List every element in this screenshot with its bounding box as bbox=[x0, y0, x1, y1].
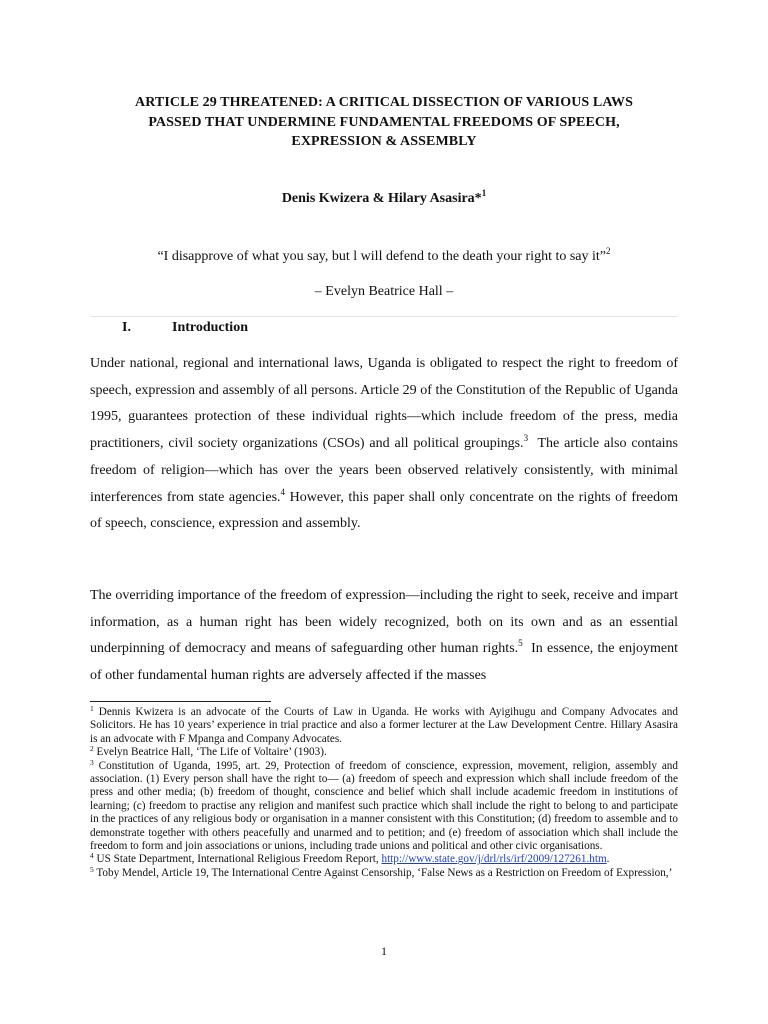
footnote-text-end: . bbox=[606, 853, 610, 866]
quote-footnote-ref[interactable]: 2 bbox=[606, 246, 611, 256]
footnote-2 bbox=[90, 746, 678, 759]
title-line-1: ARTICLE 29 THREATENED: A CRITICAL DISSECTION OF VARIOUS LAWS bbox=[135, 95, 633, 110]
footnote-text: Evelyn Beatrice Hall, ‘The Life of Voltaire’ (1903). bbox=[93, 746, 327, 759]
authors-line bbox=[90, 190, 678, 208]
state-department-report-link[interactable]: http://www.state.gov/j/drl/rls/irf/2009/127261.htm bbox=[381, 853, 607, 866]
paragraph-1-part-3: However, this paper shall only concentrate on the rights of freedom of speech, conscience, expression and assembly. bbox=[90, 489, 678, 532]
divider-line bbox=[90, 316, 678, 317]
authors-names: Denis Kwizera & Hilary Asasira* bbox=[281, 191, 482, 206]
footnote-ref-3[interactable]: 3 bbox=[523, 433, 529, 444]
footnote-number: 2 bbox=[90, 744, 94, 754]
paragraph-1-part-2: The article also contains freedom of religion—which has over the years been observed relatively consistently, with minimal interferences from state agencies. bbox=[90, 436, 678, 505]
section-heading bbox=[122, 319, 248, 337]
paragraph-2 bbox=[90, 583, 678, 690]
footnote-text: Constitution of Uganda, 1995, art. 29, Protection of freedom of conscience, expression, movement, religion, assembly and association. (1) Every person shall have the right to— (a) freedom of speech and expression which shall include freedom of the press and other media; (b) freedom of thought, conscience and belief which shall include academic freedom in institutions of learning; (c) freedom to practise any religion and manifest such practice which shall include the right to belong to and participate in the practices of any religious body or organisation in a manner consistent with this Constitution; (d) freedom to assemble and to demonstrate together with others peacefully and unarmed and to petition; and (e) freedom of association which shall include the freedom to form and join associations or unions, including trade unions and political and other civic organisations. bbox=[90, 759, 678, 853]
footnote-4 bbox=[90, 853, 678, 866]
quote-text: “I disapprove of what you say, but l will defend to the death your right to say it” bbox=[157, 249, 607, 264]
paragraph-2-part-1: The overriding importance of the freedom of expression—including the right to seek, receive and impart information, as a human right has been widely recognized, both on its own and as an essential underpinning of democracy and means of safeguarding other human rights. bbox=[90, 588, 678, 657]
footnote-number: 3 bbox=[90, 757, 94, 767]
footnote-text: Dennis Kwizera is an advocate of the Courts of Law in Uganda. He works with Ayigihugu and Company Advocates and Solicitors. He has 10 years’ experience in trial practice and also a former lecturer at the Law Development Centre. Hillary Asasira is an advocate with F Mpanga and Company Advocates. bbox=[90, 706, 678, 745]
footnote-5 bbox=[90, 864, 678, 880]
section-title: Introduction bbox=[172, 320, 248, 335]
footnote-number: 5 bbox=[90, 864, 94, 874]
paragraph-1 bbox=[90, 351, 678, 538]
paragraph-2-part-2: In essence, the enjoyment of other fundamental human rights are adversely affected if the masses bbox=[90, 641, 678, 684]
footnote-3 bbox=[90, 757, 678, 854]
footnote-text: US State Department, International Religious Freedom Report, bbox=[93, 853, 382, 866]
footnote-ref-4[interactable]: 4 bbox=[280, 486, 286, 497]
footnotes bbox=[90, 706, 678, 880]
footnote-ref-5[interactable]: 5 bbox=[518, 638, 523, 649]
footnote-number: 1 bbox=[90, 704, 94, 713]
page-number: 1 bbox=[381, 944, 387, 958]
title-line-3: EXPRESSION & ASSEMBLY bbox=[291, 134, 477, 149]
footnote-1 bbox=[90, 706, 678, 746]
footnote-separator bbox=[90, 701, 271, 702]
section-number: I. bbox=[122, 320, 131, 335]
document-title bbox=[90, 93, 678, 152]
footnote-number: 4 bbox=[90, 851, 94, 861]
epigraph-quote bbox=[90, 248, 678, 266]
quote-attribution: – Evelyn Beatrice Hall – bbox=[314, 284, 454, 299]
footnote-text: Toby Mendel, Article 19, The International Centre Against Censorship, ‘False News as a Restriction on Freedom of Expression,’ bbox=[93, 866, 673, 879]
paragraph-1-part-1: Under national, regional and international laws, Uganda is obligated to respect the right to freedom of speech, expression and assembly of all persons. Article 29 of the Constitution of the Republic of Uganda 1995, guarantees protection of these individual rights—which include freedom of the press, media practitioners, civil society organizations (CSOs) and all political groupings. bbox=[90, 356, 678, 452]
title-line-2: PASSED THAT UNDERMINE FUNDAMENTAL FREEDOMS OF SPEECH, bbox=[148, 114, 620, 130]
authors-footnote-ref[interactable]: 1 bbox=[481, 188, 487, 198]
